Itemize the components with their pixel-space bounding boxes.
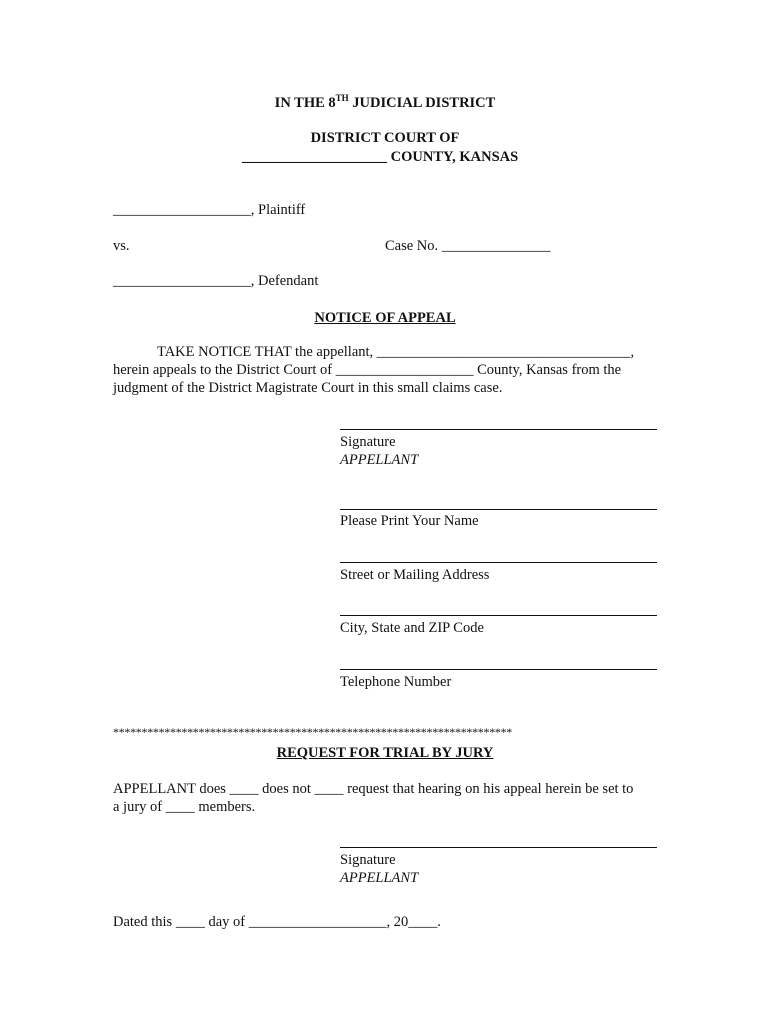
print-name-label: Please Print Your Name — [340, 513, 479, 529]
notice-para-line1 — [157, 344, 634, 361]
notice-title: NOTICE OF APPEAL — [314, 310, 456, 326]
jury-title: REQUEST FOR TRIAL BY JURY — [276, 745, 494, 761]
plaintiff-line — [113, 202, 305, 219]
does-not-blank[interactable]: ____ — [314, 781, 344, 797]
county-label: COUNTY, KANSAS — [390, 149, 519, 165]
month-blank[interactable]: ___________________ — [248, 914, 387, 930]
dated-text-3: , 20 — [386, 914, 409, 930]
defendant-label: , Defendant — [250, 273, 319, 289]
county-blank[interactable]: ____________________ — [242, 149, 387, 165]
notice-text-2: herein appeals to the District Court of — [113, 362, 333, 378]
phone-label: Telephone Number — [340, 674, 452, 690]
does-blank[interactable]: ____ — [229, 781, 259, 797]
day-blank[interactable]: ____ — [175, 914, 205, 930]
notice-text-3: County, Kansas from the — [477, 362, 622, 378]
members-blank[interactable]: ____ — [165, 799, 195, 815]
district-heading — [0, 93, 770, 112]
dated-text-1: Dated this — [113, 914, 173, 930]
plaintiff-blank[interactable]: ___________________ — [113, 202, 251, 218]
signature-label: Signature — [340, 434, 396, 450]
district-superscript: TH — [335, 93, 349, 103]
phone-line[interactable] — [340, 669, 657, 670]
notice-text-1: TAKE NOTICE THAT the appellant, — [157, 344, 374, 360]
notice-para-line2 — [113, 362, 621, 379]
jury-signature-label: Signature — [340, 852, 396, 868]
defendant-blank[interactable]: ___________________ — [113, 273, 251, 289]
city-label: City, State and ZIP Code — [340, 620, 484, 636]
year-blank[interactable]: ____ — [408, 914, 438, 930]
district-suffix: JUDICIAL DISTRICT — [352, 94, 496, 111]
county-heading — [242, 149, 518, 166]
appellant-name-blank[interactable]: ___________________________________ — [376, 344, 631, 360]
city-line[interactable] — [340, 615, 657, 616]
vs-label: vs. — [113, 238, 130, 254]
jury-text-1: APPELLANT does — [113, 781, 226, 797]
dated-period: . — [437, 914, 441, 930]
address-label: Street or Mailing Address — [340, 567, 490, 583]
jury-line2 — [113, 799, 255, 816]
dated-text-2: day of — [208, 914, 246, 930]
jury-text-4: a jury of — [113, 799, 163, 815]
jury-appellant-label: APPELLANT — [340, 870, 419, 886]
jury-text-2: does not — [262, 781, 311, 797]
address-line[interactable] — [340, 562, 657, 563]
asterisk-separator: ********************************************************************** — [113, 725, 513, 739]
dated-line — [113, 914, 441, 931]
notice-comma: , — [630, 344, 635, 360]
jury-line1 — [113, 781, 633, 798]
district-prefix: IN THE 8 — [274, 94, 336, 111]
court-heading: DISTRICT COURT OF — [310, 130, 460, 146]
print-name-line[interactable] — [340, 509, 657, 510]
appeal-county-blank[interactable]: ___________________ — [335, 362, 474, 378]
signature-line[interactable] — [340, 429, 657, 430]
notice-para-line3: judgment of the District Magistrate Court in this small claims case. — [113, 380, 503, 396]
defendant-line — [113, 273, 318, 290]
case-number-label: Case No. — [385, 238, 439, 254]
case-number-line — [385, 238, 551, 255]
jury-text-3: request that hearing on his appeal herein be set to — [347, 781, 634, 797]
jury-signature-line[interactable] — [340, 847, 657, 848]
jury-text-5: members. — [198, 799, 256, 815]
plaintiff-label: , Plaintiff — [250, 202, 306, 218]
appellant-label: APPELLANT — [340, 452, 419, 468]
case-number-blank[interactable]: _______________ — [441, 238, 551, 254]
